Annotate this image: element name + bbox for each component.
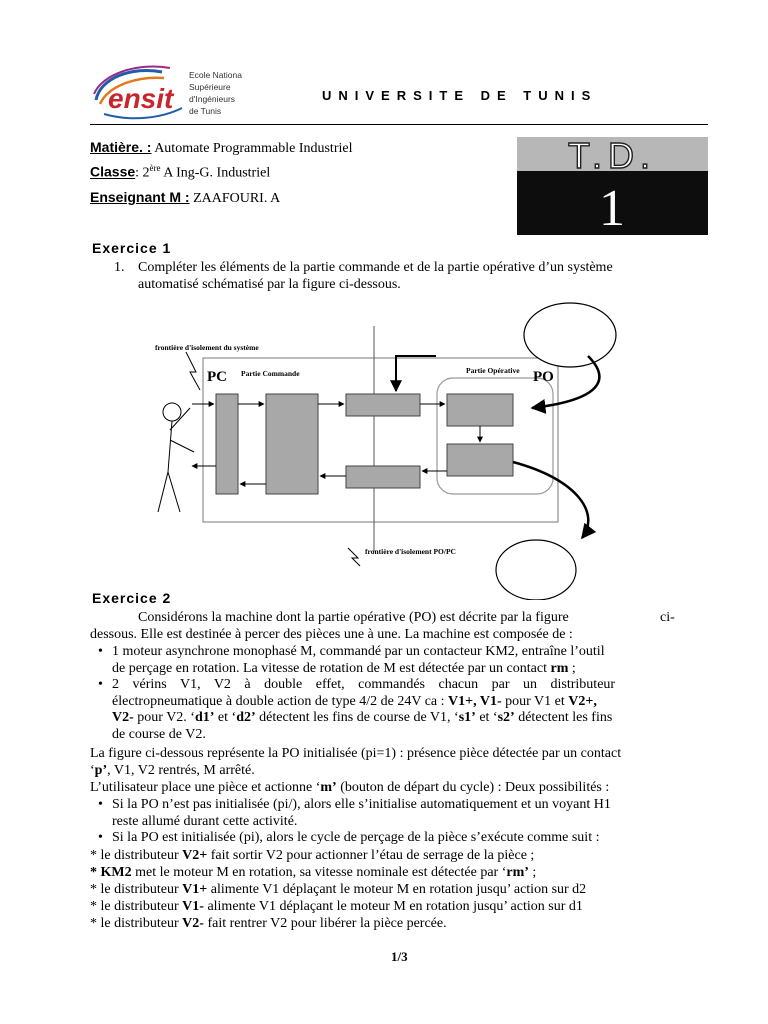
p1-l2-b: p’ [94,763,108,778]
bullet-verins-line4: de course de V2. [112,726,206,742]
step-4 [90,899,583,916]
p2-b: m’ [320,780,337,795]
system-frame [203,358,558,522]
b2-l2-b: V1+, V1- [448,693,502,709]
header-divider [90,124,708,125]
exercice1-item-line2: automatisé schématisé par la figure ci-dessous. [138,277,401,292]
b4-line1: • Si la PO est initialisée (pi), alors le cycle de perçage de la pièce s’exécute comme suit : [112,830,600,845]
b2-l3-a: V2- [112,710,134,725]
exercice2-title: Exercice 2 [92,590,172,606]
s1-b: V2+ [182,848,208,863]
b1-l2-c: ; [568,660,576,676]
b2-l3-e: d2’ [236,710,256,725]
matiere-label: Matière. : [90,139,152,155]
td-badge [517,137,708,235]
classe-label: Classe [90,163,136,180]
operator-body [158,408,194,512]
s2-b: met le moteur M en rotation, sa vitesse nominale est détectée par ‘ [131,865,507,880]
ex2-possibilities-list [90,797,708,847]
bullet-verins-line3 [112,710,708,727]
s4-c: alimente V1 déplaçant le moteur M en rotation jusqu’ action sur d1 [203,899,583,914]
b2-l3-g: s1’ [458,710,476,725]
s5-b: V2- [182,916,204,931]
label-partie-commande: Partie Commande [241,369,300,378]
meta-classe [90,163,270,182]
label-frontiere-systeme: frontière d'isolement du système [155,343,259,352]
s2-d: ; [528,865,537,880]
university-title: UNIVERSITE DE TUNIS [322,88,598,103]
block-capteur [447,444,513,476]
s2-c: rm’ [506,865,529,880]
enseignant-label: Enseignant M : [90,189,190,205]
step-5 [90,916,447,933]
exercice1-item-number: 1. [114,260,125,275]
s5-a: * le distributeur [90,916,183,931]
label-frontiere-popc: frontière d'isolement PO/PC [365,547,456,556]
ex2-intro-line2: dessous. Elle est destinée à percer des pièces une à une. La machine est composée de : [90,627,573,642]
input-ellipse [524,303,616,367]
logo-text: ensit [108,83,174,114]
b1-l2-a: de perçage en rotation. La vitesse de rotation de M est détectée par un contact [112,660,551,676]
step-2 [90,865,536,882]
block-traitement [266,394,318,494]
s3-c: alimente V1 déplaçant le moteur M en rotation jusqu’ action sur d2 [207,882,587,897]
logo-line-2: Supérieure [189,82,231,92]
p2-c: (bouton de départ du cycle) : Deux possibilités : [336,780,610,795]
exercice1-item-line1: Compléter les éléments de la partie commande et de la partie opérative d’un système [138,260,613,275]
bullet-moteur-line1: • 1 moteur asynchrone monophasé M, commandé par un contacteur KM2, entraîne l’outil [112,644,605,659]
label-po: PO [533,369,554,385]
block-interface [346,466,420,488]
classe-sep: : 2 [135,165,150,181]
step-1 [90,848,534,865]
td-number: 1 [599,180,625,235]
operator-head [163,403,181,421]
enseignant-value: ZAAFOURI. A [189,191,281,206]
label-pc: PC [207,369,227,385]
s1-c: fait sortir V2 pour actionner l’étau de serrage de la pièce ; [207,848,535,863]
ensit-logo-graphic [92,64,262,126]
b2-l3-j: détectent les fins [514,710,613,725]
s2-a: * KM2 [90,865,132,880]
bullet-verins [90,677,708,743]
b2-l2-d: V2+, [568,693,597,709]
ex2-para1-line1: La figure ci-dessous représente la PO initialisée (pi=1) : présence pièce détectée par un contact [90,746,622,761]
step-3 [90,882,586,899]
s5-c: fait rentrer V2 pour libérer la pièce percée. [203,916,447,931]
b2-l3-h: et ‘ [475,710,498,725]
label-partie-operative: Partie Opérative [466,366,520,375]
pc-po-diagram [140,300,640,600]
s4-b: V1- [182,899,204,914]
matiere-value: Automate Programmable Industriel [151,141,353,156]
b3-line1: • Si la PO n’est pas initialisée (pi/), alors elle s’initialise automatiquement et un voyant H1 [112,797,611,812]
td-label: T.D. [567,137,657,176]
ex2-para2 [90,780,609,797]
bullet-verins-line1: • 2 vérins V1, V2 à double effet, commandés chacun par un distributeur [112,677,616,692]
ex2-intro-line1-end: ci- [660,610,675,625]
b2-l2-c: pour V1 et [501,693,569,709]
s4-a: * le distributeur [90,899,183,914]
logo-line-3: d'Ingénieurs [189,94,236,104]
ex2-components-list [90,644,708,743]
ex2-para1-line2 [90,763,255,780]
block-preactionneur [346,394,420,416]
p1-l2-a: ‘ [90,763,95,778]
s3-b: V1+ [182,882,208,897]
page-number: 1/3 [391,949,408,964]
bullet-moteur-line2 [112,661,708,678]
bullet-non-initialisee [90,797,708,830]
classe-sup: ère [149,163,161,173]
b1-l2-b: rm [550,660,569,676]
ex2-intro-line1: Considérons la machine dont la partie opérative (PO) est décrite par la figure [138,610,569,625]
output-ellipse [496,540,576,600]
b2-l3-b: pour V2. ‘ [133,710,195,725]
b2-l2-a: électropneumatique à double action de type 4/2 de 24V ca : [112,693,449,709]
bullet-initialisee [90,830,708,847]
logo-line-4: de Tunis [189,106,222,116]
block-dialogue [216,394,238,494]
exercice1-title: Exercice 1 [92,240,172,256]
block-actionneur [447,394,513,426]
b2-l3-i: s2’ [497,710,515,725]
b2-l3-d: et ‘ [214,710,237,725]
bullet-moteur [90,644,708,677]
p2-a: L’utilisateur place une pièce et actionne ‘ [90,780,321,795]
classe-value: A Ing-G. Industriel [160,165,271,181]
b2-l3-f: détectent les fins de course de V1, ‘ [255,710,459,725]
school-logo [92,64,262,126]
s3-a: * le distributeur [90,882,183,897]
bullet-verins-line2 [112,694,708,711]
logo-line-1: Ecole Nationa [189,70,242,80]
p1-l2-c: , V1, V2 rentrés, M arrêté. [107,763,255,778]
s1-a: * le distributeur [90,848,183,863]
meta-enseignant [90,189,280,207]
meta-matiere [90,139,352,157]
b2-l3-c: d1’ [194,710,215,725]
b3-line2: reste allumé durant cette activité. [112,813,298,829]
